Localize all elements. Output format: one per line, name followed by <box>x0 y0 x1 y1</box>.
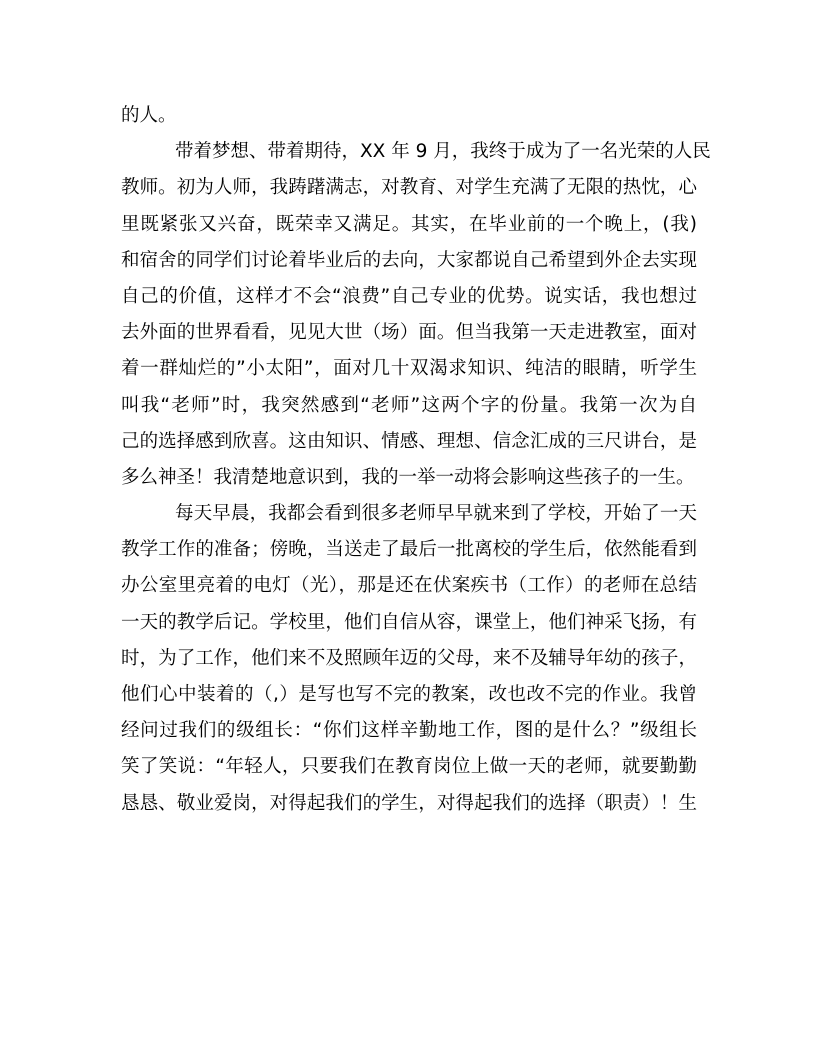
text-line: 每天早晨，我都会看到很多老师早早就来到了学校，开始了一天 <box>175 503 697 525</box>
text-line: 教学工作的准备；傍晚，当送走了最后一批离校的学生后，依然能看到 <box>121 539 697 561</box>
text-line: 着一群灿烂的”小太阳”，面对几十双渴求知识、纯洁的眼睛，听学生 <box>121 358 697 380</box>
text-line: 的人。 <box>121 105 177 126</box>
text-line: 带着梦想、带着期待，XX 年 9 月，我终于成为了一名光荣的人民 <box>175 141 711 163</box>
text-line: 教师。初为人师，我踌躇满志，对教育、对学生充满了无限的热忱，心 <box>121 177 697 199</box>
text-line: 多么神圣！我清楚地意识到，我的一举一动将会影响这些孩子的一生。 <box>121 466 695 488</box>
text-line: 笑了笑说：“年轻人，只要我们在教育岗位上做一天的老师，就要勤勤 <box>121 756 697 778</box>
text-line: 和宿舍的同学们讨论着毕业后的去向，大家都说自己希望到外企去实现 <box>121 249 697 271</box>
text-line: 里既紧张又兴奋，既荣幸又满足。其实，在毕业前的一个晚上，(我) <box>121 213 697 235</box>
text-line: 恳恳、敬业爱岗，对得起我们的学生，对得起我们的选择（职责）！生 <box>121 792 697 814</box>
text-line: 叫我“老师”时，我突然感到“老师”这两个字的份量。我第一次为自 <box>121 394 697 416</box>
text-line: 一天的教学后记。学校里，他们自信从容，课堂上，他们神采飞扬，有 <box>121 611 697 633</box>
text-line: 自己的价值，这样才不会“浪费”自己专业的优势。说实话，我也想过 <box>121 285 697 307</box>
body-text <box>121 98 711 822</box>
text-line: 去外面的世界看看，见见大世（场）面。但当我第一天走进教室，面对 <box>121 322 697 344</box>
text-line: 他们心中装着的（,）是写也写不完的教案，改也改不完的作业。我曾 <box>121 684 697 705</box>
text-line: 时，为了工作，他们来不及照顾年迈的父母，来不及辅导年幼的孩子， <box>121 647 697 669</box>
text-line: 办公室里亮着的电灯（光），那是还在伏案疾书（工作）的老师在总结 <box>121 575 697 597</box>
text-line: 己的选择感到欣喜。这由知识、情感、理想、信念汇成的三尺讲台，是 <box>121 430 697 452</box>
text-line: 经问过我们的级组长：“你们这样辛勤地工作，图的是什么？”级组长 <box>121 720 697 742</box>
